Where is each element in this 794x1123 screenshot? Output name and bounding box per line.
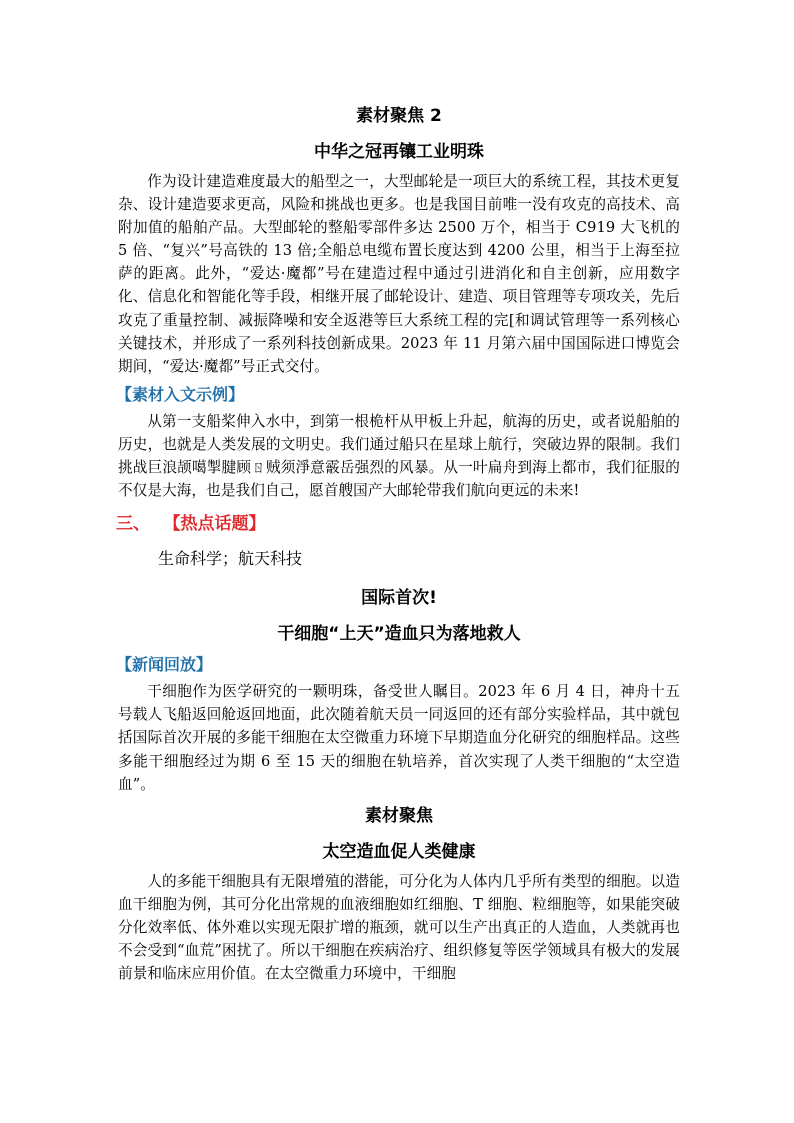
- paragraph-stem-cell-potential: 人的多能干细胞具有无限增殖的潜能，可分化为人体内几乎所有类型的细胞。以造血干细胞为例，其可分化出常规的血液细胞如红细胞、T 细胞、粒细胞等，如果能突破分化效率低、体外难以实现无限扩增的瓶颈，就可以生产出真正的人造血，人类就再也不会受到“血荒”困扰了。所以干细胞在疾病治疗、组织修复等医学领域具有极大的发展前景和临床应用价值。在太空微重力环境中，干细胞: [118, 872, 680, 983]
- title-material-focus: 素材聚焦: [365, 805, 433, 826]
- heading-hot-topics-number: 三、: [116, 514, 150, 535]
- title-cruise-ship: 中华之冠再镶工业明珠: [314, 142, 484, 162]
- title-material-focus-2: 素材聚焦 2: [356, 106, 442, 126]
- title-space-hematopoiesis: 太空造血促人类健康: [322, 841, 476, 862]
- paragraph-sailing-history: 从第一支船桨伸入水中，到第一根桅杆从甲板上升起，航海的历史，或者说船舶的历史，也就是人类发展的文明史。我们通过船只在星球上航行，突破边界的限制。我们挑战巨浪颉噶掣腱顾ㄖ贼须淨意霰岳强烈的风暴。从一叶扁舟到海上都市，我们征服的不仅是大海，也是我们自己，愿首艘国产大邮轮带我们航向更远的未来!: [118, 412, 680, 500]
- paragraph-cruise-ship: 作为设计建造难度最大的船型之一，大型邮轮是一项巨大的系统工程，其技术更复杂、设计建造要求更高，风险和挑战也更多。也是我国目前唯一没有攻克的高技术、高附加值的船舶产品。大型邮轮的整船零部件多达 2500 万个，相当于 C919 大飞机的 5 倍、“复兴”号高铁的 13 倍;全船总电缆布置长度达到 4200 公里，相当于上海至拉萨的距离。此外，“爱达·魔都”号在建造过程中通过引进消化和自主创新，应用数字化、信息化和智能化等手段，相继开展了邮轮设计、建造、项目管理等专项攻关，先后攻克了重量控制、减振降噪和安全返港等巨大系统工程的完[和调试管理等一系列核心关键技术，并形成了一系列科技创新成果。2023 年 11 月第六届中国国际进口博览会期间，“爱达·魔都”号正式交付。: [118, 173, 680, 375]
- heading-hot-topics: [116, 510, 680, 538]
- paragraph-stem-cell-news: 干细胞作为医学研究的一颗明珠，备受世人瞩目。2023 年 6 月 4 日，神舟十五号载人飞船返回舱返回地面，此次随着航天员一同返回的还有部分实验样品，其中就包括国际首次开展的多能干细胞在太空微重力环境下早期造血分化研究的细胞样品。这些多能干细胞经过为期 6 至 15 天的细胞在轨培养，首次实现了人类干细胞的“太空造血”。: [118, 683, 680, 793]
- title-stem-cells-space: 干细胞“上天”造血只为落地救人: [277, 624, 521, 645]
- label-material-example: 【素材入文示例】: [116, 384, 245, 404]
- document-body: [118, 104, 680, 985]
- label-news-review: 【新闻回放】: [116, 655, 213, 675]
- topics-line: 生命科学；航天科技: [158, 549, 303, 569]
- title-international-first: 国际首次!: [361, 588, 437, 609]
- heading-hot-topics-text: 【热点话题】: [172, 514, 266, 535]
